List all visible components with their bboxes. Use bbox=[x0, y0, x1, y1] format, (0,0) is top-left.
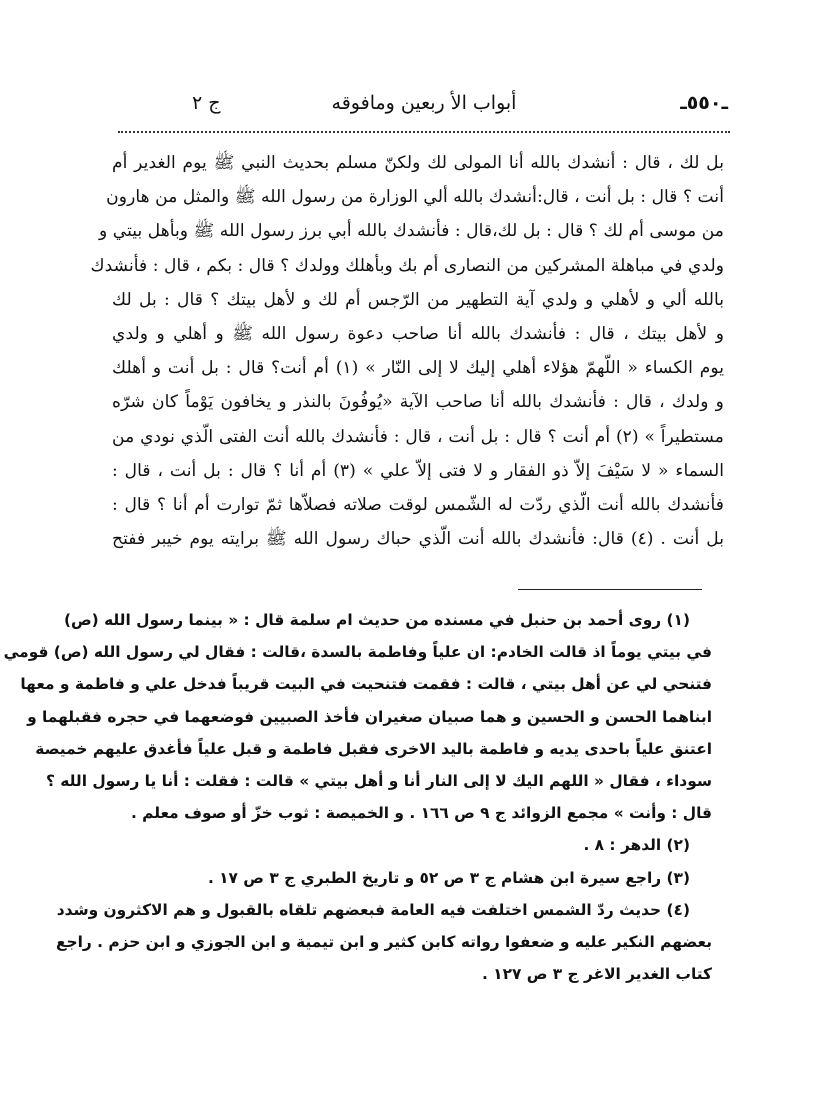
footnote-line: بعضهم النكير عليه و ضعفوا رواته كابن كثير و ابن تيمية و ابن الجوزي و ابن حزم . راجع bbox=[56, 932, 712, 951]
footnote-line: (٢) الدهر : ٨ . bbox=[583, 836, 690, 855]
text-line: بل لك ، قال : أنشدك بالله أنا المولى لك ولكنّ مسلم بحديث النبي ﷺ يوم الغدير أم bbox=[112, 153, 724, 173]
footnote-line: قال : وأنت » مجمع الزوائد ج ٩ ص ١٦٦ . و الخميصة : ثوب خزّ أو صوف معلم . bbox=[130, 804, 712, 823]
header-divider bbox=[118, 131, 730, 133]
footnote-line: كتاب الغدير الاغر ج ٣ ص ١٢٧ . bbox=[481, 965, 712, 984]
text-line: السماء « لا سَيْفَ إلاّ ذو الفقار و لا فتى إلاّ علي » (٣) أم أنا ؟ قال : بل أنت ، قال : bbox=[112, 460, 724, 481]
text-line: و لأهل بيتك ، قال : فأنشدك بالله أنا صاحب دعوة رسول الله ﷺ و أهلي و ولدي bbox=[112, 323, 724, 344]
main-text bbox=[90, 146, 724, 556]
text-line: بالله ألي و لأهلي و ولدي آية التطهير من الرّجس أم لك و لأهل بيتك ؟ قال : بل لك bbox=[112, 289, 724, 310]
footnote-line: في بيتي يوماً اذ قالت الخادم: ان علياً وفاطمة بالسدة ،قالت : فقال لي رسول الله (ص) قومي bbox=[3, 643, 712, 662]
text-line: أنت ؟ قال : بل أنت ، قال:أنشدك بالله ألي الوزارة من رسول الله ﷺ والمثل من هارون bbox=[106, 187, 724, 208]
text-line: فأنشدك بالله أنت الّذي ردّت له الشّمس لوقت صلاته فصلاّها ثمّ توارت أم أنا ؟ قال : bbox=[112, 494, 724, 515]
text-line: يوم الكساء « اللّهمّ هؤلاء أهلي إليك لا إلى النّار » (١) أم أنت؟ قال : بل أنت و أهلك bbox=[112, 358, 724, 379]
footnotes bbox=[3, 604, 712, 990]
footnote-line: اعتنق علياً باحدى يديه و فاطمة باليد الاخرى فقبل فاطمة و قبل علياً فأغدق عليهم خميصة bbox=[35, 739, 712, 758]
text-line: مستطيراً » (٢) أم أنت ؟ قال : بل أنت ، قال : فأنشدك بالله أنت الفتى الّذي نودي من bbox=[112, 426, 724, 447]
running-header bbox=[118, 92, 730, 122]
footnote-line: (٣) راجع سيرة ابن هشام ج ٣ ص ٥٢ و تاريخ الطبري ج ٣ ص ١٧ . bbox=[207, 868, 690, 887]
running-title: أبواب الأ ربعين ومافوقه bbox=[331, 92, 517, 114]
page-number: ـ٥٥٠ـ bbox=[680, 92, 728, 114]
text-line: ولدي في مباهلة المشركين من النصارى أم بك وبأهلك وولدك ؟ قال : بكم ، قال : فأنشدك bbox=[90, 255, 724, 276]
footnote-divider bbox=[518, 589, 702, 590]
text-line: من موسى أم لك ؟ قال : بل لك،قال : فأنشدك بالله أبي برز رسول الله ﷺ وبأهل بيتي و bbox=[98, 221, 724, 242]
volume-label: ج ٢ bbox=[192, 92, 221, 114]
footnote-line: فتنحي لي عن أهل بيتي ، قالت : فقمت فتنحيت في البيت قريباً فدخل علي و فاطمة و معها bbox=[20, 675, 712, 694]
footnote-line: (١) روى أحمد بن حنبل في مسنده من حديث ام سلمة قال : « بينما رسول الله (ص) bbox=[63, 611, 690, 629]
text-line: و ولدك ، قال : فأنشدك بالله أنا صاحب الآية «يُوفُونَ بالنذر و يخافون يَوْماً كان شرّه bbox=[112, 392, 724, 413]
footnote-line: (٤) حديث ردّ الشمس اختلفت فيه العامة فبعضهم تلقاه بالقبول و هم الاكثرون وشدد bbox=[56, 900, 690, 919]
footnote-line: سوداء ، فقال « اللهم اليك لا إلى النار أنا و أهل بيتي » قالت : فقلت : أنا يا رسول الله ؟ bbox=[46, 771, 712, 790]
text-line: بل أنت . (٤) قال: فأنشدك بالله أنت الّذي حباك رسول الله ﷺ برايته يوم خيبر ففتح bbox=[112, 529, 724, 550]
footnote-line: ابناهما الحسن و الحسين و هما صبيان صغيران فأخذ الصبيين فوضعهما في حجره فقبلهما و bbox=[27, 707, 712, 726]
